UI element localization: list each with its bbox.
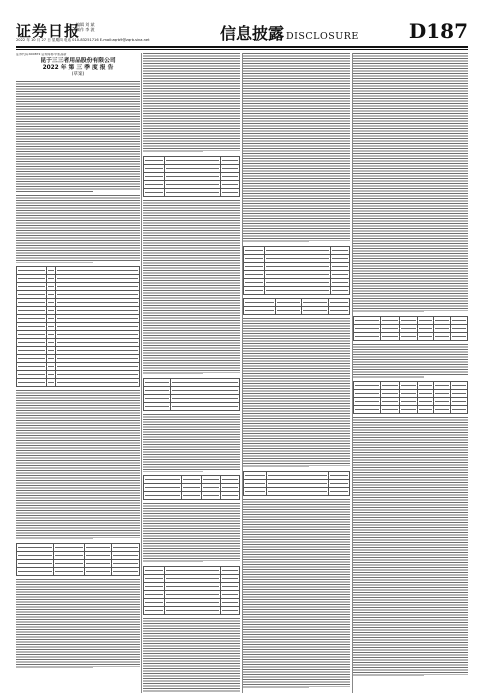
- text-block: [243, 318, 350, 468]
- newspaper-logo: 证券日报: [16, 22, 81, 40]
- data-table: [243, 471, 350, 496]
- column-4: [353, 53, 468, 693]
- data-table: [143, 566, 240, 615]
- text-block: [16, 195, 140, 263]
- editor-line: 编辑 刘 斌: [76, 22, 95, 27]
- section-title: [220, 21, 359, 44]
- section-title-en: DISCLOSURE: [286, 31, 359, 42]
- page-number: D187: [408, 19, 468, 43]
- text-block: [143, 503, 240, 563]
- text-block: [143, 200, 240, 375]
- data-table: [353, 316, 468, 341]
- text-block: [353, 53, 468, 313]
- data-table: [353, 381, 468, 414]
- producer-line: 制作 李 波: [76, 27, 95, 32]
- editor-credits: [76, 22, 95, 32]
- text-block: [353, 344, 468, 378]
- data-table: [143, 378, 240, 411]
- header-rule-thick: [16, 46, 468, 48]
- column-divider: [141, 53, 142, 693]
- data-table: [143, 156, 240, 197]
- data-table: [243, 298, 350, 315]
- data-table: [16, 266, 140, 387]
- section-title-zh: 信息披露: [220, 24, 285, 43]
- company-name: 昆于三三者用品股份有限公司: [40, 58, 116, 65]
- report-title-block: [16, 58, 140, 78]
- issue-info: 2022 年 10 月 27 日 星期四 电话 010-83251716 E-mail:zqrb9@zqrb.sina.net: [16, 38, 150, 42]
- data-table: [243, 246, 350, 295]
- text-block: [16, 81, 140, 193]
- text-block: [143, 53, 240, 153]
- data-table: [143, 475, 240, 500]
- stock-code-line: 证券代码:600872 证券简称:中炬高新: [16, 53, 67, 56]
- text-block: [16, 579, 140, 669]
- column-2: [143, 53, 240, 693]
- masthead: [16, 20, 468, 48]
- text-block: [16, 390, 140, 540]
- text-block: [143, 618, 240, 693]
- column-3: [243, 53, 350, 693]
- text-block: [143, 414, 240, 472]
- text-block: [353, 417, 468, 677]
- text-block: [243, 53, 350, 243]
- column-1: [16, 53, 140, 693]
- text-block: [243, 499, 350, 689]
- report-status: (草案): [71, 72, 85, 78]
- report-title: 2022 年 第 三 季 度 报 告: [42, 65, 114, 72]
- header-rule-thin: [16, 49, 468, 50]
- data-table: [16, 543, 140, 576]
